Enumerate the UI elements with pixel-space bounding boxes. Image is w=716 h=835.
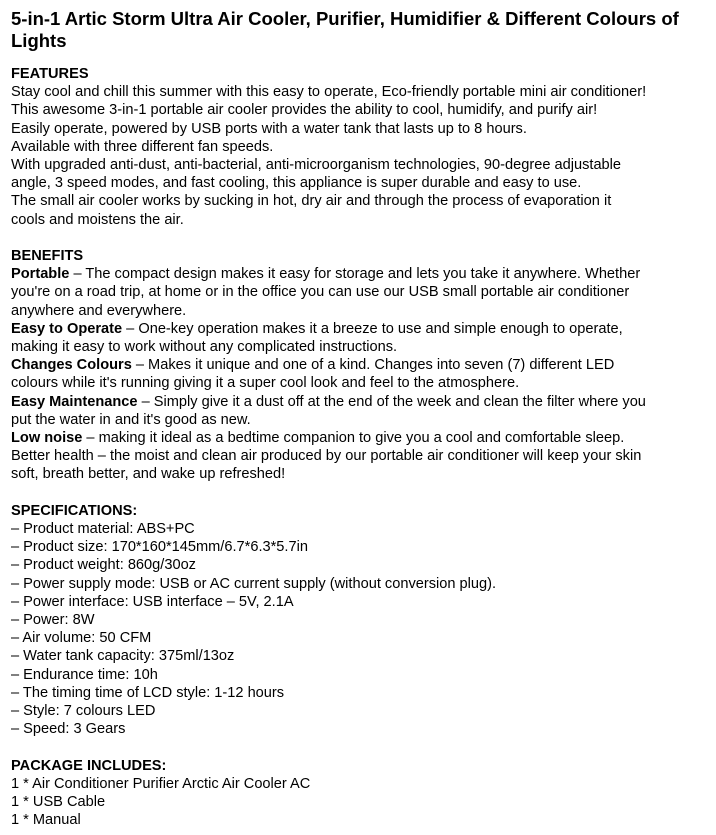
specifications-section (11, 502, 716, 739)
features-heading: FEATURES (11, 66, 89, 82)
title-line: Lights (11, 30, 67, 51)
product-title (11, 8, 711, 52)
benefit-changes-colours (11, 356, 716, 374)
benefit-text-line: you're on a road trip, at home or in the office you can use our USB small portable air conditioner (11, 284, 630, 301)
document-body (11, 65, 716, 829)
features-line: angle, 3 speed modes, and fast cooling, this appliance is super durable and easy to use. (11, 175, 582, 192)
features-line: Stay cool and chill this summer with this easy to operate, Eco-friendly portable mini air conditioner! (11, 84, 647, 101)
spec-item: – Air volume: 50 CFM (11, 630, 152, 647)
benefits-section (11, 247, 716, 484)
benefit-term: Easy Maintenance (11, 393, 138, 410)
benefit-term: Low noise (11, 430, 83, 447)
benefit-term: Changes Colours (11, 357, 132, 374)
spec-item: – Power supply mode: USB or AC current supply (without conversion plug). (11, 575, 497, 592)
spec-item: – Endurance time: 10h (11, 666, 158, 683)
features-line: This awesome 3-in-1 portable air cooler provides the ability to cool, humidify, and purify air! (11, 102, 598, 119)
package-item: 1 * USB Cable (11, 794, 106, 811)
benefit-term: Easy to Operate (11, 320, 123, 337)
package-section (11, 757, 716, 830)
benefit-text-line: anywhere and everywhere. (11, 302, 187, 319)
benefit-text: – One-key operation makes it a breeze to use and simple enough to operate, (122, 320, 623, 337)
benefit-low-noise (11, 429, 716, 447)
benefit-text: – making it ideal as a bedtime companion to give you a cool and comfortable sleep. (82, 430, 625, 447)
benefit-easy-maintenance (11, 393, 716, 411)
spec-item: – Power interface: USB interface – 5V, 2.1A (11, 593, 294, 610)
spec-item: – Speed: 3 Gears (11, 721, 126, 738)
package-item: 1 * Air Conditioner Purifier Arctic Air Cooler AC (11, 775, 311, 792)
benefit-better-health: Better health – the moist and clean air produced by our portable air conditioner will keep your skin (11, 448, 642, 465)
features-section (11, 65, 716, 229)
spec-item: – Water tank capacity: 375ml/13oz (11, 648, 235, 665)
spec-item: – Power: 8W (11, 612, 95, 629)
benefit-portable (11, 265, 716, 283)
benefit-text-line: colours while it's running giving it a super cool look and feel to the atmosphere. (11, 375, 520, 392)
features-line: With upgraded anti-dust, anti-bacterial, anti-microorganism technologies, 90-degree adjustable (11, 157, 622, 174)
benefit-text: – The compact design makes it easy for storage and lets you take it anywhere. Whether (69, 266, 641, 283)
benefit-text-line: making it easy to work without any complicated instructions. (11, 339, 398, 356)
package-heading: PACKAGE INCLUDES: (11, 757, 167, 774)
package-item: 1 * Manual (11, 812, 81, 829)
benefit-term: Portable (11, 266, 70, 283)
section-spacer (11, 229, 716, 247)
benefit-easy-to-operate (11, 320, 716, 338)
features-line: cools and moistens the air. (11, 211, 184, 228)
features-line: Easily operate, powered by USB ports with a water tank that lasts up to 8 hours. (11, 120, 527, 137)
section-spacer (11, 484, 716, 502)
spec-item: – The timing time of LCD style: 1-12 hours (11, 684, 285, 701)
features-line: The small air cooler works by sucking in hot, dry air and through the process of evaporation it (11, 193, 612, 210)
specifications-heading: SPECIFICATIONS: (11, 502, 138, 519)
benefit-text: – Makes it unique and one of a kind. Changes into seven (7) different LED (131, 357, 615, 374)
benefits-heading: BENEFITS (11, 248, 84, 265)
section-spacer (11, 738, 716, 756)
benefit-text-line: put the water in and it's good as new. (11, 411, 251, 428)
benefit-text: – Simply give it a dust off at the end of the week and clean the filter where you (137, 393, 646, 410)
spec-item: – Product material: ABS+PC (11, 521, 195, 538)
features-line: Available with three different fan speeds. (11, 138, 274, 155)
benefit-text-line: soft, breath better, and wake up refreshed! (11, 466, 286, 483)
spec-item: – Style: 7 colours LED (11, 703, 156, 720)
spec-item: – Product weight: 860g/30oz (11, 557, 196, 574)
title-line: 5-in-1 Artic Storm Ultra Air Cooler, Purifier, Humidifier & Different Colours of (11, 8, 679, 29)
spec-item: – Product size: 170*160*145mm/6.7*6.3*5.7in (11, 539, 308, 556)
